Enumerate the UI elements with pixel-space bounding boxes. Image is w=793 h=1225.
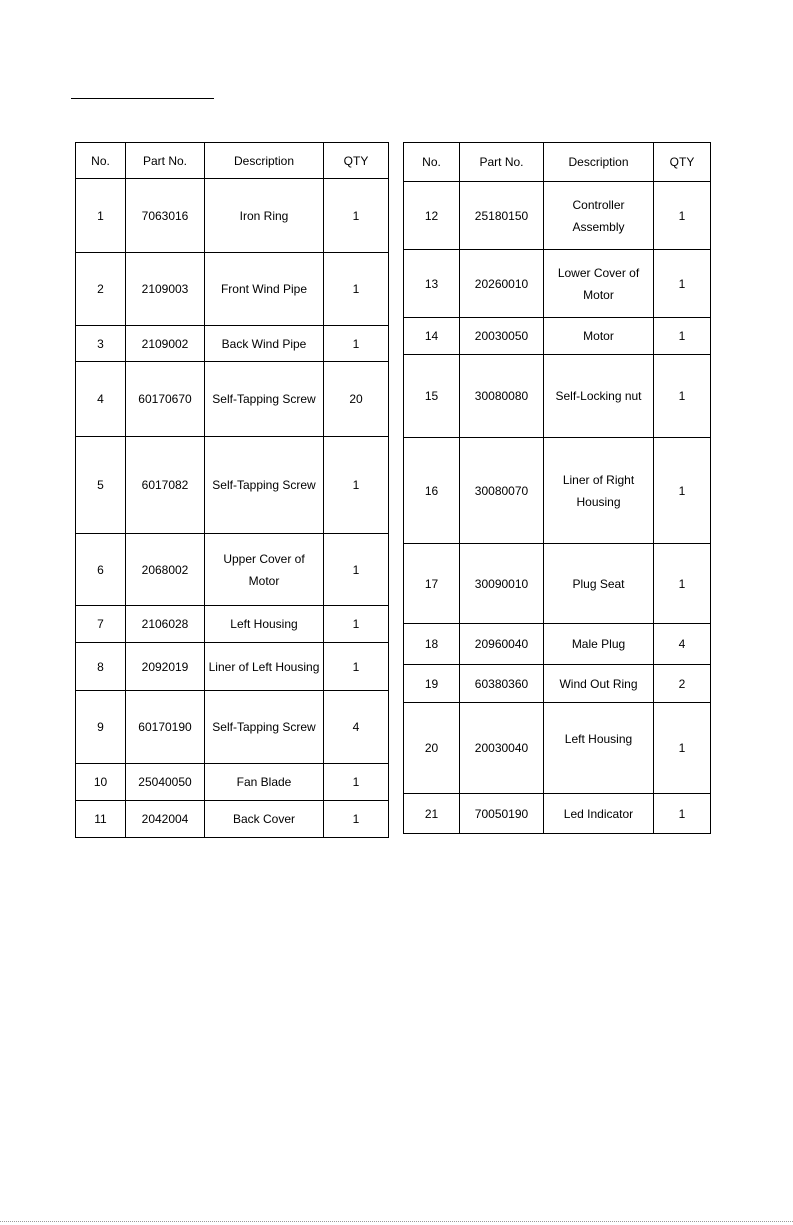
cell-no: 20 xyxy=(404,703,460,794)
cell-qty: 1 xyxy=(654,318,711,355)
cell-description: Self-Tapping Screw xyxy=(205,437,324,534)
cell-no: 18 xyxy=(404,624,460,665)
parts-table-right xyxy=(403,142,711,834)
table-row xyxy=(404,250,711,318)
cell-description: Left Housing xyxy=(544,703,654,794)
table-row xyxy=(76,801,389,838)
cell-description: Plug Seat xyxy=(544,544,654,624)
cell-part-no: 2068002 xyxy=(126,534,205,606)
column-header-description: Description xyxy=(544,143,654,182)
cell-part-no: 30080070 xyxy=(460,438,544,544)
cell-qty: 1 xyxy=(654,182,711,250)
column-header-qty: QTY xyxy=(324,143,389,179)
cell-no: 3 xyxy=(76,326,126,362)
cell-part-no: 20030040 xyxy=(460,703,544,794)
table-row xyxy=(76,764,389,801)
cell-no: 12 xyxy=(404,182,460,250)
cell-part-no: 7063016 xyxy=(126,179,205,253)
cell-description: Self-Tapping Screw xyxy=(205,362,324,437)
cell-qty: 1 xyxy=(324,534,389,606)
cell-qty: 1 xyxy=(324,606,389,643)
table-row xyxy=(404,665,711,703)
cell-qty: 1 xyxy=(324,179,389,253)
cell-description: Back Wind Pipe xyxy=(205,326,324,362)
cell-no: 15 xyxy=(404,355,460,438)
column-header-qty: QTY xyxy=(654,143,711,182)
cell-qty: 1 xyxy=(654,794,711,834)
cell-description: Wind Out Ring xyxy=(544,665,654,703)
cell-description: Led Indicator xyxy=(544,794,654,834)
cell-qty: 4 xyxy=(324,691,389,764)
column-header-description: Description xyxy=(205,143,324,179)
cell-part-no: 6017082 xyxy=(126,437,205,534)
cell-description: Liner of Left Housing xyxy=(205,643,324,691)
table-row xyxy=(76,643,389,691)
cell-part-no: 25040050 xyxy=(126,764,205,801)
cell-part-no: 70050190 xyxy=(460,794,544,834)
cell-part-no: 2042004 xyxy=(126,801,205,838)
cell-qty: 1 xyxy=(324,764,389,801)
cell-description: Lower Cover of Motor xyxy=(544,250,654,318)
cell-no: 4 xyxy=(76,362,126,437)
table-row xyxy=(76,437,389,534)
cell-no: 9 xyxy=(76,691,126,764)
column-header-part-no: Part No. xyxy=(126,143,205,179)
column-header-no: No. xyxy=(404,143,460,182)
column-header-no: No. xyxy=(76,143,126,179)
table-row xyxy=(404,318,711,355)
table-row xyxy=(76,691,389,764)
cell-description: Left Housing xyxy=(205,606,324,643)
cell-part-no: 2109002 xyxy=(126,326,205,362)
cell-qty: 1 xyxy=(654,544,711,624)
table-row xyxy=(76,179,389,253)
cell-no: 21 xyxy=(404,794,460,834)
cell-qty: 1 xyxy=(654,438,711,544)
cell-no: 1 xyxy=(76,179,126,253)
cell-description: Self-Tapping Screw xyxy=(205,691,324,764)
cell-qty: 1 xyxy=(324,253,389,326)
cell-part-no: 25180150 xyxy=(460,182,544,250)
cell-part-no: 60170190 xyxy=(126,691,205,764)
cell-no: 16 xyxy=(404,438,460,544)
cell-description: Motor xyxy=(544,318,654,355)
cell-qty: 1 xyxy=(654,703,711,794)
cell-qty: 1 xyxy=(324,643,389,691)
cell-description: Upper Cover of Motor xyxy=(205,534,324,606)
cell-description: Liner of Right Housing xyxy=(544,438,654,544)
cell-part-no: 30080080 xyxy=(460,355,544,438)
heading-underline xyxy=(71,98,214,99)
table-row xyxy=(76,534,389,606)
cell-qty: 1 xyxy=(324,437,389,534)
header-row xyxy=(76,143,389,179)
cell-description: Back Cover xyxy=(205,801,324,838)
cell-description: Controller Assembly xyxy=(544,182,654,250)
cell-no: 14 xyxy=(404,318,460,355)
cell-no: 7 xyxy=(76,606,126,643)
cell-part-no: 60170670 xyxy=(126,362,205,437)
cell-description: Self-Locking nut xyxy=(544,355,654,438)
cell-part-no: 20260010 xyxy=(460,250,544,318)
cell-qty: 2 xyxy=(654,665,711,703)
cell-no: 6 xyxy=(76,534,126,606)
cell-part-no: 60380360 xyxy=(460,665,544,703)
table-row xyxy=(76,326,389,362)
cell-no: 13 xyxy=(404,250,460,318)
cell-description: Male Plug xyxy=(544,624,654,665)
cell-part-no: 20960040 xyxy=(460,624,544,665)
parts-table-left xyxy=(75,142,389,838)
cell-no: 19 xyxy=(404,665,460,703)
cell-qty: 1 xyxy=(654,355,711,438)
cell-qty: 1 xyxy=(324,326,389,362)
table-row xyxy=(76,362,389,437)
cell-qty: 20 xyxy=(324,362,389,437)
table-row xyxy=(404,182,711,250)
table-row xyxy=(76,606,389,643)
column-header-part-no: Part No. xyxy=(460,143,544,182)
cell-part-no: 2106028 xyxy=(126,606,205,643)
cell-part-no: 2109003 xyxy=(126,253,205,326)
table-row xyxy=(404,544,711,624)
cell-no: 17 xyxy=(404,544,460,624)
cell-description: Front Wind Pipe xyxy=(205,253,324,326)
cell-description: Iron Ring xyxy=(205,179,324,253)
cell-no: 5 xyxy=(76,437,126,534)
cell-qty: 4 xyxy=(654,624,711,665)
page-bottom-edge xyxy=(0,1221,793,1222)
cell-no: 11 xyxy=(76,801,126,838)
table-row xyxy=(404,703,711,794)
cell-qty: 1 xyxy=(324,801,389,838)
cell-no: 8 xyxy=(76,643,126,691)
cell-part-no: 30090010 xyxy=(460,544,544,624)
cell-qty: 1 xyxy=(654,250,711,318)
cell-description: Fan Blade xyxy=(205,764,324,801)
cell-no: 2 xyxy=(76,253,126,326)
table-row xyxy=(76,253,389,326)
table-row xyxy=(404,624,711,665)
table-row xyxy=(404,438,711,544)
table-row xyxy=(404,794,711,834)
cell-no: 10 xyxy=(76,764,126,801)
cell-part-no: 2092019 xyxy=(126,643,205,691)
cell-part-no: 20030050 xyxy=(460,318,544,355)
table-row xyxy=(404,355,711,438)
header-row xyxy=(404,143,711,182)
